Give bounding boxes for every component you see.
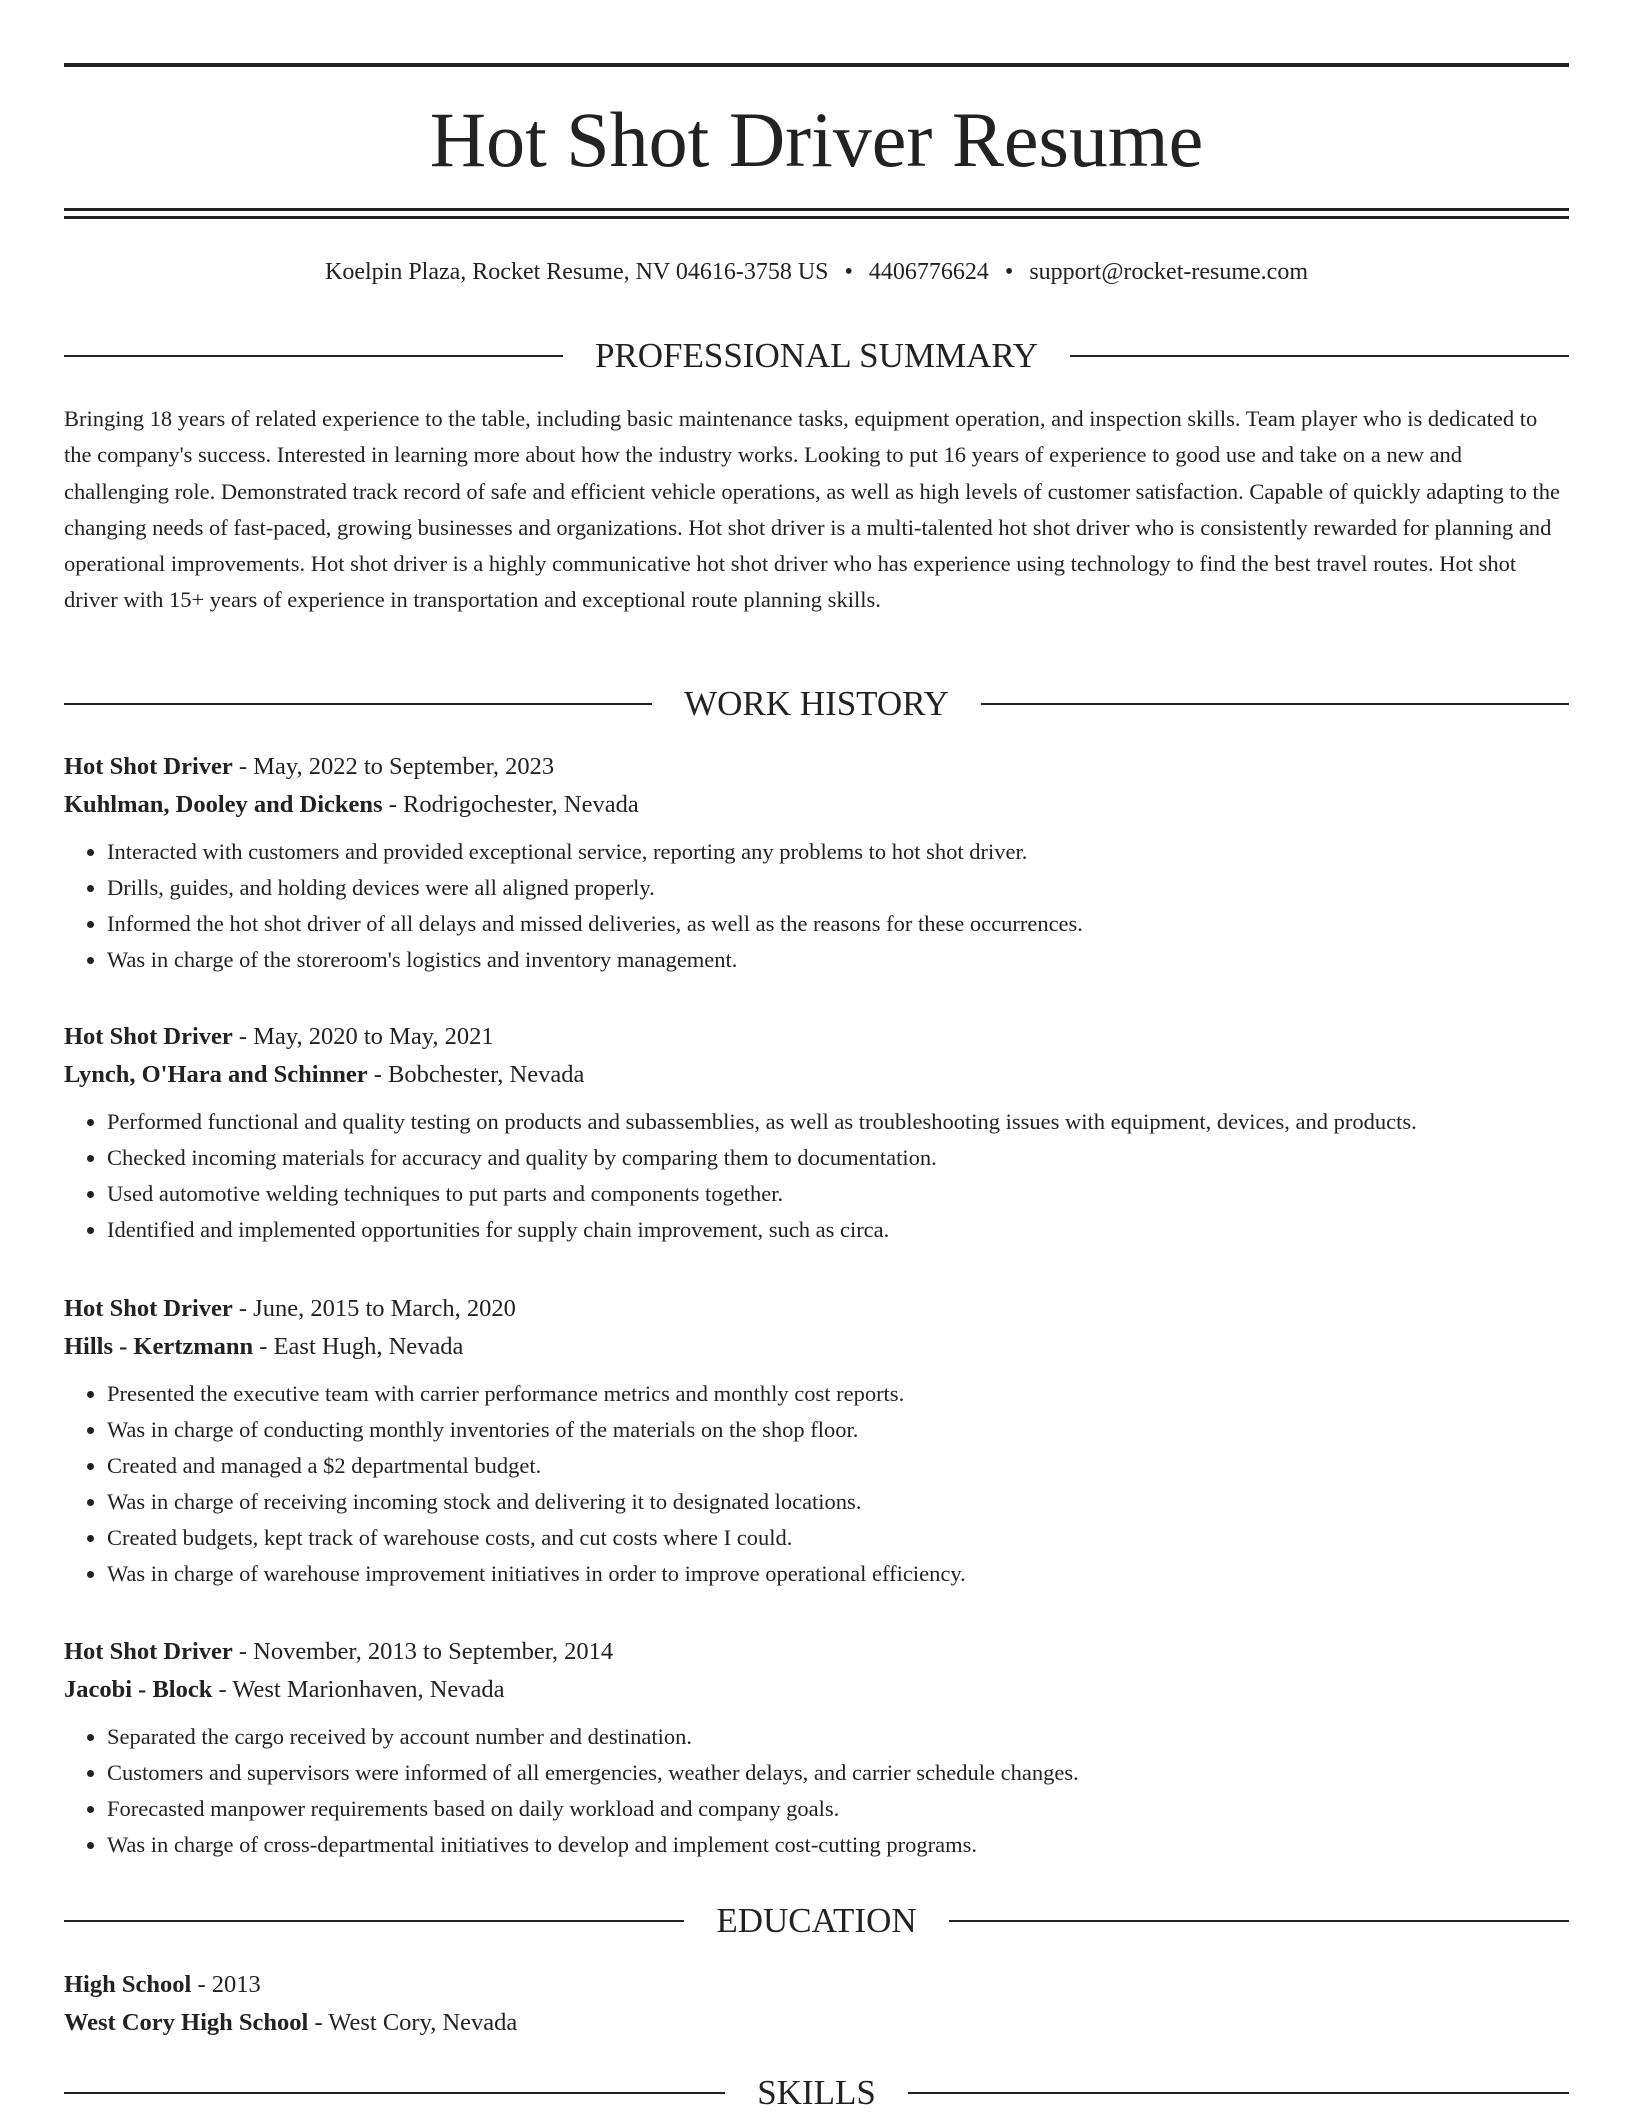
job-entry <box>64 748 1569 978</box>
job-bullets <box>64 1376 1569 1592</box>
job-title-line <box>64 1290 1569 1328</box>
section-title: PROFESSIONAL SUMMARY <box>594 336 1039 375</box>
job-dates: - May, 2020 to May, 2021 <box>238 1023 494 1050</box>
job-title: Hot Shot Driver <box>64 1295 233 1322</box>
job-bullet: • Identified and implemented opportunities for supply chain improvement, such as circa. <box>107 1212 1569 1248</box>
job-company: Hills - Kertzmann <box>64 1333 254 1360</box>
heading-rule <box>64 1920 684 1922</box>
job-bullet: • Was in charge of conducting monthly inventories of the materials on the shop floor. <box>107 1412 1569 1448</box>
heading-rule <box>64 703 652 705</box>
resume-title: Hot Shot Driver Resume <box>429 96 1204 183</box>
job-bullet: • Created and managed a $2 departmental budget. <box>107 1448 1569 1484</box>
contact-info <box>64 256 1569 288</box>
job-dates: - June, 2015 to March, 2020 <box>238 1295 516 1322</box>
job-company-line <box>64 786 1569 824</box>
job-title: Hot Shot Driver <box>64 1023 233 1050</box>
job-bullet: • Was in charge of cross-departmental initiatives to develop and implement cost-cutting programs. <box>107 1827 1569 1863</box>
job-location: - Bobchester, Nevada <box>373 1061 585 1088</box>
job-bullet: • Separated the cargo received by account number and destination. <box>107 1719 1569 1755</box>
job-bullet: • Was in charge of receiving incoming stock and delivering it to designated locations. <box>107 1484 1569 1520</box>
title-rule-upper <box>64 208 1569 211</box>
education-degree-line <box>64 1966 1569 2004</box>
job-bullet: • Presented the executive team with carrier performance metrics and monthly cost reports. <box>107 1376 1569 1412</box>
section-title: EDUCATION <box>716 1901 917 1940</box>
education-location: - West Cory, Nevada <box>314 2009 518 2036</box>
contact-separator: • <box>844 259 853 285</box>
job-title: Hot Shot Driver <box>64 1638 233 1665</box>
education-school: West Cory High School <box>64 2009 309 2036</box>
job-bullet: • Used automotive welding techniques to put parts and components together. <box>107 1176 1569 1212</box>
top-rule <box>64 63 1569 67</box>
education-year: - 2013 <box>197 1971 261 1998</box>
contact-phone: 4406776624 <box>868 259 989 285</box>
section-title: WORK HISTORY <box>684 684 949 723</box>
contact-address: Koelpin Plaza, Rocket Resume, NV 04616-3758 US <box>325 259 829 285</box>
job-bullet: • Created budgets, kept track of warehouse costs, and cut costs where I could. <box>107 1520 1569 1556</box>
section-heading-skills <box>64 2073 1569 2113</box>
heading-rule <box>908 2092 1569 2094</box>
job-bullets <box>64 1104 1569 1248</box>
job-company: Kuhlman, Dooley and Dickens <box>64 791 383 818</box>
heading-rule <box>949 1920 1569 1922</box>
job-dates: - November, 2013 to September, 2014 <box>238 1638 614 1665</box>
job-company: Jacobi - Block <box>64 1676 213 1703</box>
job-entry <box>64 1633 1569 1863</box>
heading-rule <box>64 355 563 357</box>
heading-rule <box>64 2092 725 2094</box>
job-bullets <box>64 1719 1569 1863</box>
education-degree: High School <box>64 1971 192 1998</box>
title-rule-lower <box>64 216 1569 219</box>
job-bullet: • Interacted with customers and provided exceptional service, reporting any problems to hot shot driver. <box>107 834 1569 870</box>
job-company-line <box>64 1328 1569 1366</box>
section-heading-summary <box>64 336 1569 376</box>
education-entry <box>64 1966 1569 2042</box>
job-entry <box>64 1290 1569 1592</box>
job-bullet: • Forecasted manpower requirements based on daily workload and company goals. <box>107 1791 1569 1827</box>
summary-text: Bringing 18 years of related experience to the table, including basic maintenance tasks, equipment operation, and inspection skills. Team player who is dedicated to the company's success. Interested in learning more about how the industry works. Looking to put 16 years of experience to good use and take on a new and challenging role. Demonstrated track record of safe and efficient vehicle operations, as well as high levels of customer satisfaction. Capable of quickly adapting to the changing needs of fast-paced, growing businesses and organizations. Hot shot driver is a multi-talented hot shot driver who is consistently rewarded for planning and operational improvements. Hot shot driver is a highly communicative hot shot driver who has experience using technology to find the best travel routes. Hot shot driver with 15+ years of experience in transportation and exceptional route planning skills. <box>64 406 1560 613</box>
job-dates: - May, 2022 to September, 2023 <box>238 753 555 780</box>
job-title-line <box>64 1633 1569 1671</box>
job-title-line <box>64 1018 1569 1056</box>
heading-rule <box>981 703 1569 705</box>
job-location: - West Marionhaven, Nevada <box>218 1676 505 1703</box>
heading-rule <box>1070 355 1569 357</box>
job-title-line <box>64 748 1569 786</box>
job-entry <box>64 1018 1569 1248</box>
job-bullet: • Was in charge of warehouse improvement initiatives in order to improve operational efficiency. <box>107 1556 1569 1592</box>
section-heading-work <box>64 684 1569 724</box>
contact-email[interactable]: support@rocket-resume.com <box>1029 259 1308 285</box>
education-school-line <box>64 2004 1569 2042</box>
job-company-line <box>64 1671 1569 1709</box>
job-company: Lynch, O'Hara and Schinner <box>64 1061 368 1088</box>
section-heading-education <box>64 1901 1569 1941</box>
job-bullet: • Drills, guides, and holding devices were all aligned properly. <box>107 870 1569 906</box>
job-title: Hot Shot Driver <box>64 753 233 780</box>
section-title: SKILLS <box>757 2073 876 2112</box>
job-location: - East Hugh, Nevada <box>259 1333 464 1360</box>
job-location: - Rodrigochester, Nevada <box>388 791 639 818</box>
contact-separator: • <box>1004 259 1014 285</box>
job-bullet: • Performed functional and quality testing on products and subassemblies, as well as troubleshooting issues with equipment, devices, and products. <box>107 1104 1569 1140</box>
job-company-line <box>64 1056 1569 1094</box>
job-bullet: • Was in charge of the storeroom's logistics and inventory management. <box>107 942 1569 978</box>
job-bullets <box>64 834 1569 978</box>
job-bullet: • Checked incoming materials for accuracy and quality by comparing them to documentation. <box>107 1140 1569 1176</box>
job-bullet: • Customers and supervisors were informed of all emergencies, weather delays, and carrier schedule changes. <box>107 1755 1569 1791</box>
job-bullet: • Informed the hot shot driver of all delays and missed deliveries, as well as the reasons for these occurrences. <box>107 906 1569 942</box>
